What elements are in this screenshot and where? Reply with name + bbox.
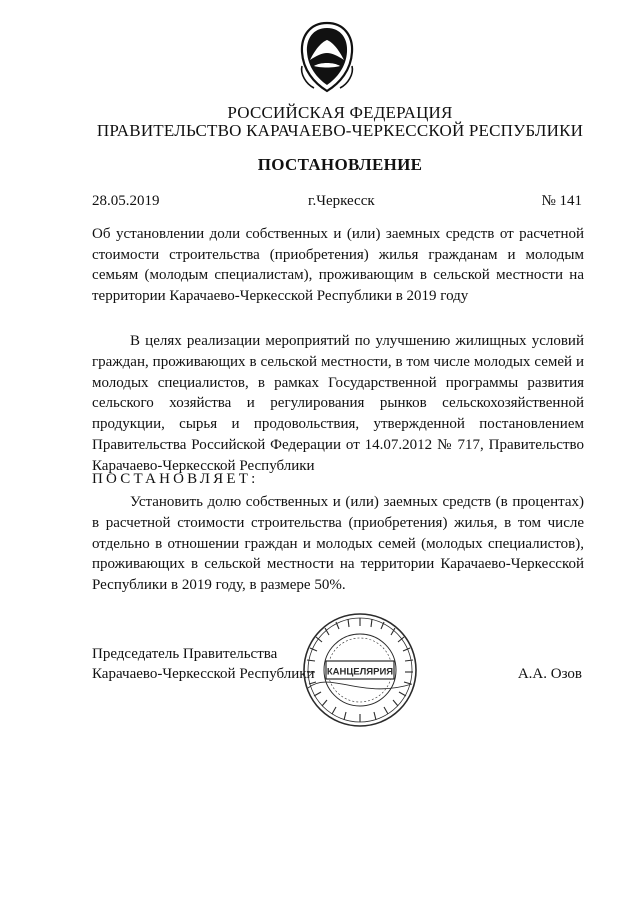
document-title: ПОСТАНОВЛЕНИЕ (257, 155, 423, 174)
header-country: РОССИЙСКАЯ ФЕДЕРАЦИЯ (227, 103, 453, 122)
document-number: № 141 (541, 193, 582, 209)
clause-paragraph: Установить долю собственных и (или) заемных средств (в процентах) в расчетной стоимости строительства (приобретения) жилья, в том числе отдельно в отношении граждан и молодых семей (молодых специалистов), проживающих в сельской местности на территории Карачаево-Черкесской Республики в 2019 году, в размере 50%. (92, 494, 584, 594)
document-subject: Об установлении доли собственных и (или) заемных средств от расчетной стоимости строительства (приобретения) жилья гражданам и молодым семьям (молодым специалистам), проживающим в сельской местности на территории Карачаево-Черкесской Республики в 2019 году (92, 226, 584, 304)
coat-of-arms-icon (296, 20, 358, 94)
stamp-center-text: КАНЦЕЛЯРИЯ (326, 666, 394, 678)
resolve-heading: ПОСТАНОВЛЯЕТ: (92, 471, 259, 487)
document-city: г.Черкесск (308, 193, 375, 209)
signatory-position-line1: Председатель Правительства (92, 646, 278, 662)
document-date: 28.05.2019 (92, 193, 160, 209)
signatory-position-line2: Карачаево-Черкесской Республики (92, 666, 315, 682)
official-stamp-icon (300, 610, 420, 730)
preamble-paragraph: В целях реализации мероприятий по улучшению жилищных условий граждан, проживающих в сельской местности, в том числе молодых семей и молодых специалистов, в рамках Государственной программы развития сельского хозяйства и регулирования рынков сельскохозяйственной продукции, сырья и продовольствия, утвержденной постановлением Правительства Российской Федерации от 14.07.2012 № 717, Правительство Карачаево-Черкесской Республики (92, 333, 584, 474)
header-government: ПРАВИТЕЛЬСТВО КАРАЧАЕВО-ЧЕРКЕССКОЙ РЕСПУБЛИКИ (96, 121, 584, 140)
signatory-name: А.А. Озов (517, 666, 582, 682)
